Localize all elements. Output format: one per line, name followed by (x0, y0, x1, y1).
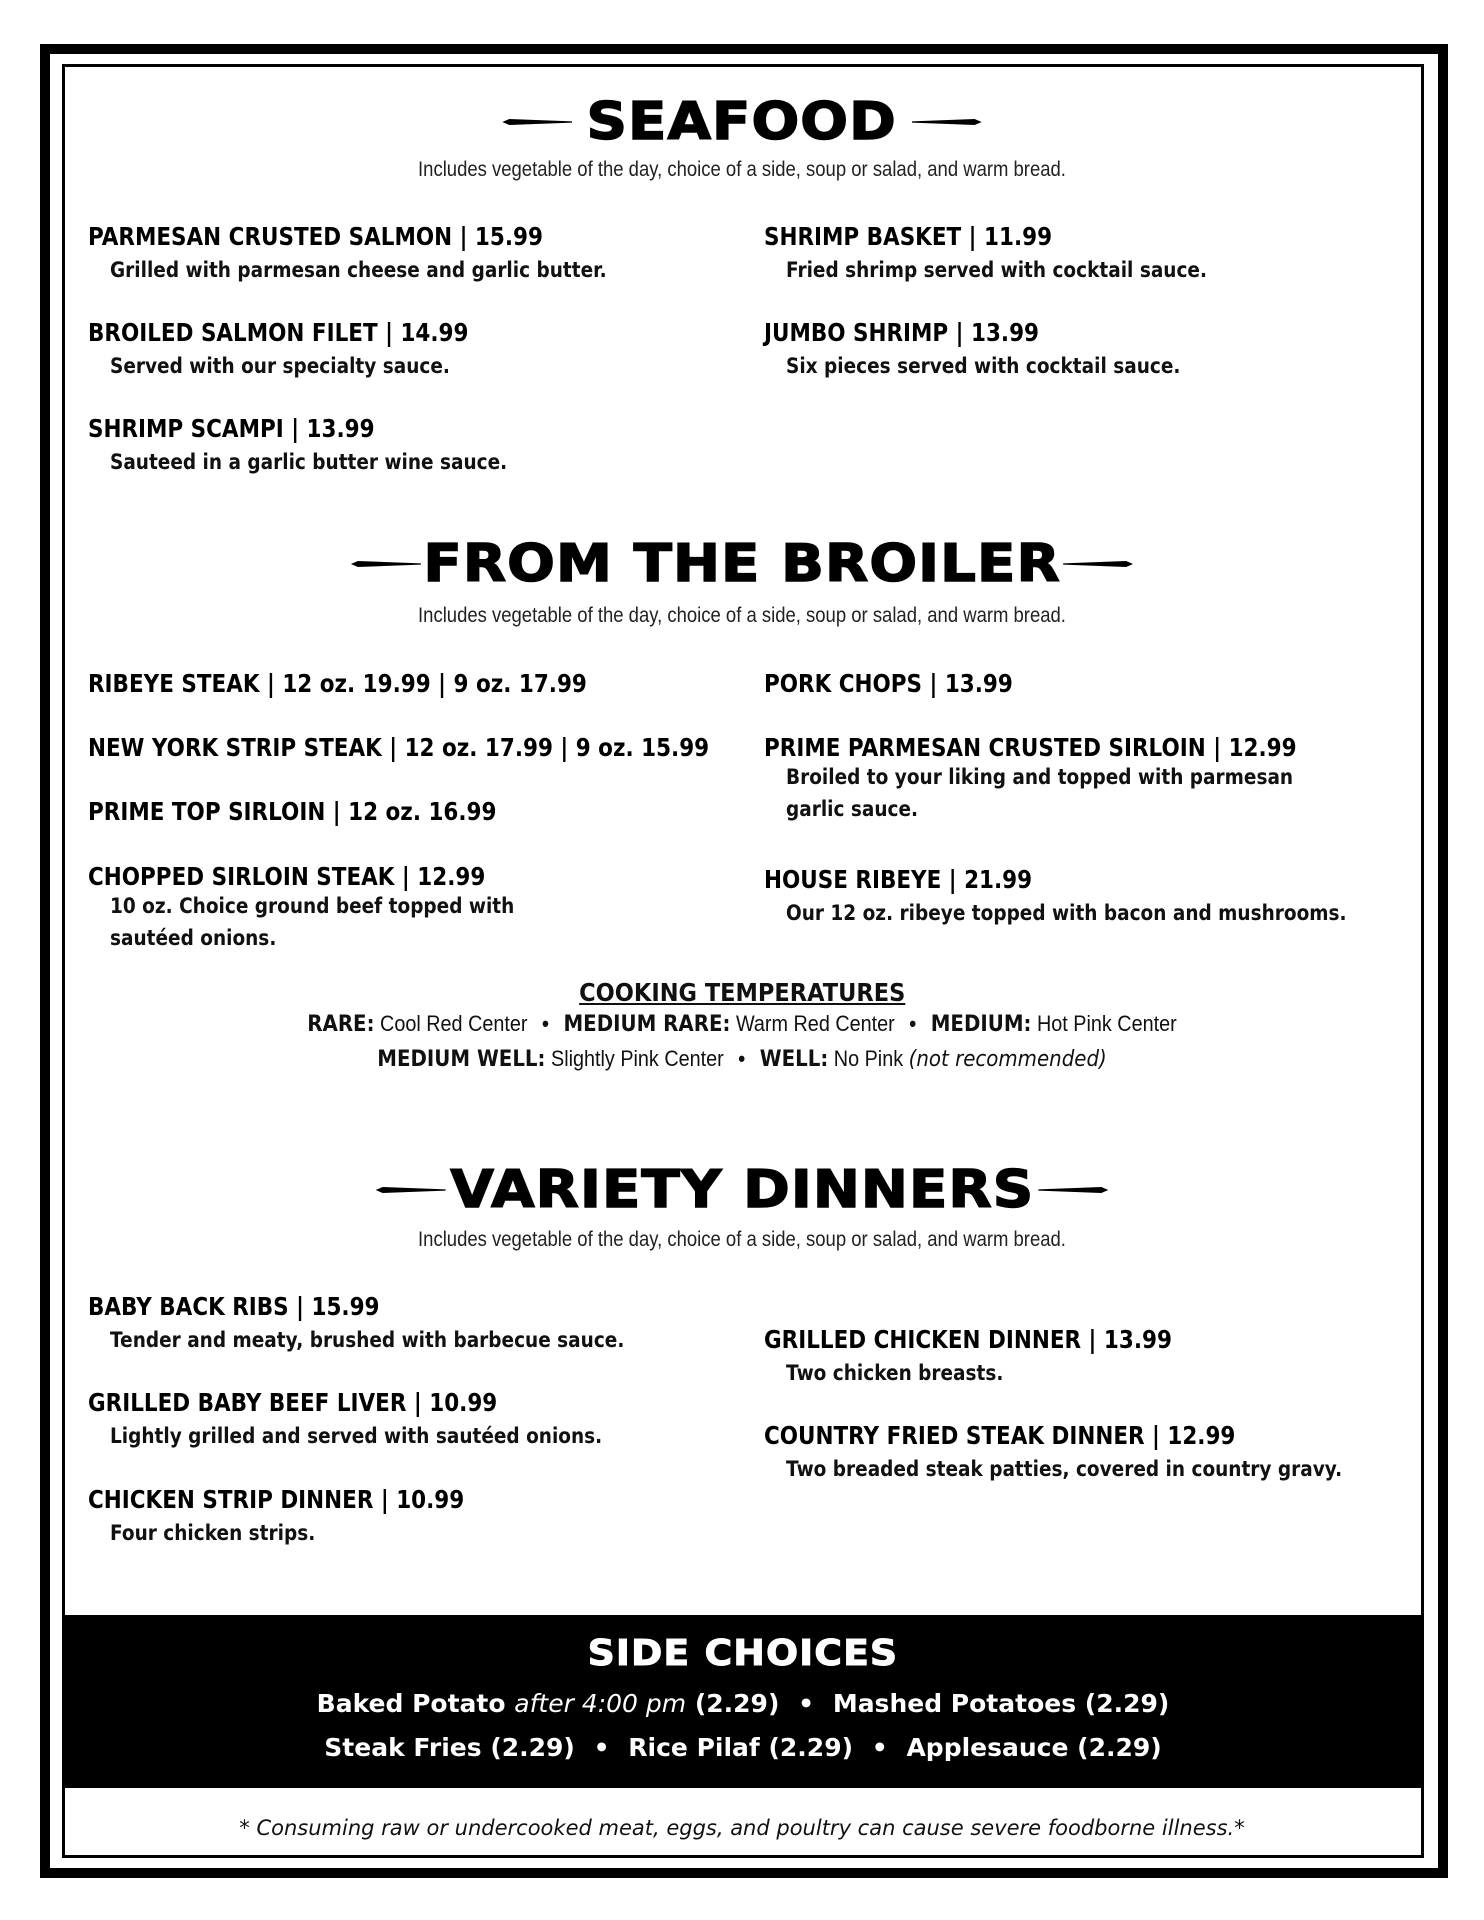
temp-text: Hot Pink Center (1036, 1011, 1177, 1036)
menu-item (88, 318, 530, 383)
item-desc: Six pieces served with cocktail sauce. (786, 354, 1181, 379)
item-desc: garlic sauce. (786, 797, 919, 822)
item-name: HOUSE RIBEYE | 21.99 (764, 865, 1033, 894)
variety-title: VARIETY DINNERS (450, 1160, 1034, 1220)
bullet-separator: • (738, 1046, 746, 1071)
item-name: RIBEYE STEAK | 12 oz. 19.99 | 9 oz. 17.99 (88, 669, 587, 698)
menu-item (88, 1292, 708, 1357)
bullet-separator: • (871, 1733, 888, 1762)
side-choices-line-2 (65, 1726, 1421, 1770)
item-name: JUMBO SHRIMP | 13.99 (764, 318, 1040, 347)
item-name: PARMESAN CRUSTED SALMON | 15.99 (88, 222, 543, 251)
item-name: PRIME TOP SIRLOIN | 12 oz. 16.99 (88, 797, 497, 826)
menu-item (764, 1325, 1238, 1390)
side-note: after 4:00 pm (514, 1689, 687, 1718)
menu-item (88, 669, 668, 698)
item-desc: Sauteed in a garlic butter wine sauce. (110, 450, 508, 475)
broiler-subtitle: Includes vegetable of the day, choice of a side, soup or salad, and warm bread. (418, 604, 1066, 627)
menu-item (764, 865, 1438, 930)
right-dash-ornament (912, 119, 982, 125)
item-desc: Two breaded steak patties, covered in country gravy. (786, 1457, 1343, 1482)
side-choices-line-1 (65, 1682, 1421, 1726)
broiler-title: FROM THE BROILER (423, 534, 1061, 594)
item-desc: Lightly grilled and served with sautéed onions. (110, 1424, 603, 1449)
item-name: PRIME PARMESAN CRUSTED SIRLOIN | 12.99 (764, 733, 1297, 762)
temp-label: MEDIUM: (930, 1012, 1032, 1037)
variety-subtitle: Includes vegetable of the day, choice of a side, soup or salad, and warm bread. (418, 1228, 1066, 1251)
side-item: Mashed Potatoes (2.29) (832, 1689, 1170, 1718)
item-desc: 10 oz. Choice ground beef topped with (110, 894, 515, 919)
broiler-heading (0, 534, 1484, 594)
side-price: (2.29) (694, 1689, 780, 1718)
menu-item (88, 1485, 525, 1550)
menu-item (88, 862, 580, 955)
item-desc: Broiled to your liking and topped with parmesan (786, 765, 1294, 790)
item-name: NEW YORK STRIP STEAK | 12 oz. 17.99 | 9 oz. 15.99 (88, 733, 710, 762)
item-name: CHICKEN STRIP DINNER | 10.99 (88, 1485, 465, 1514)
menu-item (88, 1388, 682, 1453)
temp-label: WELL: (759, 1047, 829, 1072)
left-dash-ornament (351, 561, 421, 567)
temperatures-line-2 (74, 1042, 1410, 1077)
item-desc: Served with our specialty sauce. (110, 354, 450, 379)
temp-text: Warm Red Center (735, 1011, 895, 1036)
item-desc: sautéed onions. (110, 926, 277, 951)
side-item: Steak Fries (2.29) (324, 1733, 575, 1762)
seafood-subtitle: Includes vegetable of the day, choice of a side, soup or salad, and warm bread. (418, 158, 1066, 181)
temp-label: MEDIUM RARE: (563, 1012, 731, 1037)
temp-label: RARE: (307, 1012, 375, 1037)
menu-item (88, 222, 687, 287)
side-item: Baked Potato (316, 1689, 506, 1718)
cooking-temperatures (0, 978, 1484, 1077)
variety-heading (0, 1160, 1484, 1220)
menu-item (88, 733, 810, 762)
item-desc: Four chicken strips. (110, 1521, 316, 1546)
menu-item (88, 414, 572, 479)
item-name: PORK CHOPS | 13.99 (764, 669, 1013, 698)
item-name: BABY BACK RIBS | 15.99 (88, 1292, 380, 1321)
menu-item (764, 669, 1053, 698)
food-safety-disclaimer: * Consuming raw or undercooked meat, eggs, and poultry can cause severe foodborne illness.* (239, 1816, 1245, 1840)
menu-item (764, 733, 1383, 826)
side-item: Rice Pilaf (2.29) (628, 1733, 854, 1762)
item-name: COUNTRY FRIED STEAK DINNER | 12.99 (764, 1421, 1236, 1450)
item-desc: Our 12 oz. ribeye topped with bacon and mushrooms. (786, 901, 1347, 926)
temp-text: Cool Red Center (380, 1011, 528, 1036)
right-dash-ornament (1063, 561, 1133, 567)
left-dash-ornament (502, 119, 572, 125)
item-desc: Two chicken breasts. (786, 1361, 1004, 1386)
temp-label: MEDIUM WELL: (377, 1047, 546, 1072)
item-desc: Fried shrimp served with cocktail sauce. (786, 258, 1207, 283)
item-name: SHRIMP BASKET | 11.99 (764, 222, 1053, 251)
side-choices-panel (65, 1615, 1421, 1788)
bullet-separator: • (909, 1011, 917, 1036)
temperatures-line-1 (74, 1007, 1410, 1042)
item-name: BROILED SALMON FILET | 14.99 (88, 318, 469, 347)
temperatures-title: COOKING TEMPERATURES (578, 978, 906, 1007)
item-desc: Tender and meaty, brushed with barbecue sauce. (110, 1328, 625, 1353)
side-item: Applesauce (2.29) (906, 1733, 1162, 1762)
bullet-separator: • (798, 1689, 815, 1718)
item-desc: Grilled with parmesan cheese and garlic butter. (110, 258, 607, 283)
seafood-title: SEAFOOD (586, 92, 898, 152)
item-name: SHRIMP SCAMPI | 13.99 (88, 414, 375, 443)
menu-item (88, 797, 563, 826)
item-name: GRILLED BABY BEEF LIVER | 10.99 (88, 1388, 498, 1417)
seafood-heading (0, 92, 1484, 152)
right-dash-ornament (1038, 1187, 1108, 1193)
temp-text: No Pink (833, 1046, 904, 1071)
temp-text: Slightly Pink Center (550, 1046, 724, 1071)
left-dash-ornament (376, 1187, 446, 1193)
menu-item (764, 318, 1245, 383)
temp-note: (not recommended) (908, 1047, 1107, 1072)
menu-item (764, 1421, 1433, 1486)
bullet-separator: • (542, 1011, 549, 1036)
side-choices-title: SIDE CHOICES (587, 1633, 899, 1674)
bullet-separator: • (593, 1733, 610, 1762)
item-name: GRILLED CHICKEN DINNER | 13.99 (764, 1325, 1172, 1354)
menu-item (764, 222, 1276, 287)
item-name: CHOPPED SIRLOIN STEAK | 12.99 (88, 862, 486, 891)
